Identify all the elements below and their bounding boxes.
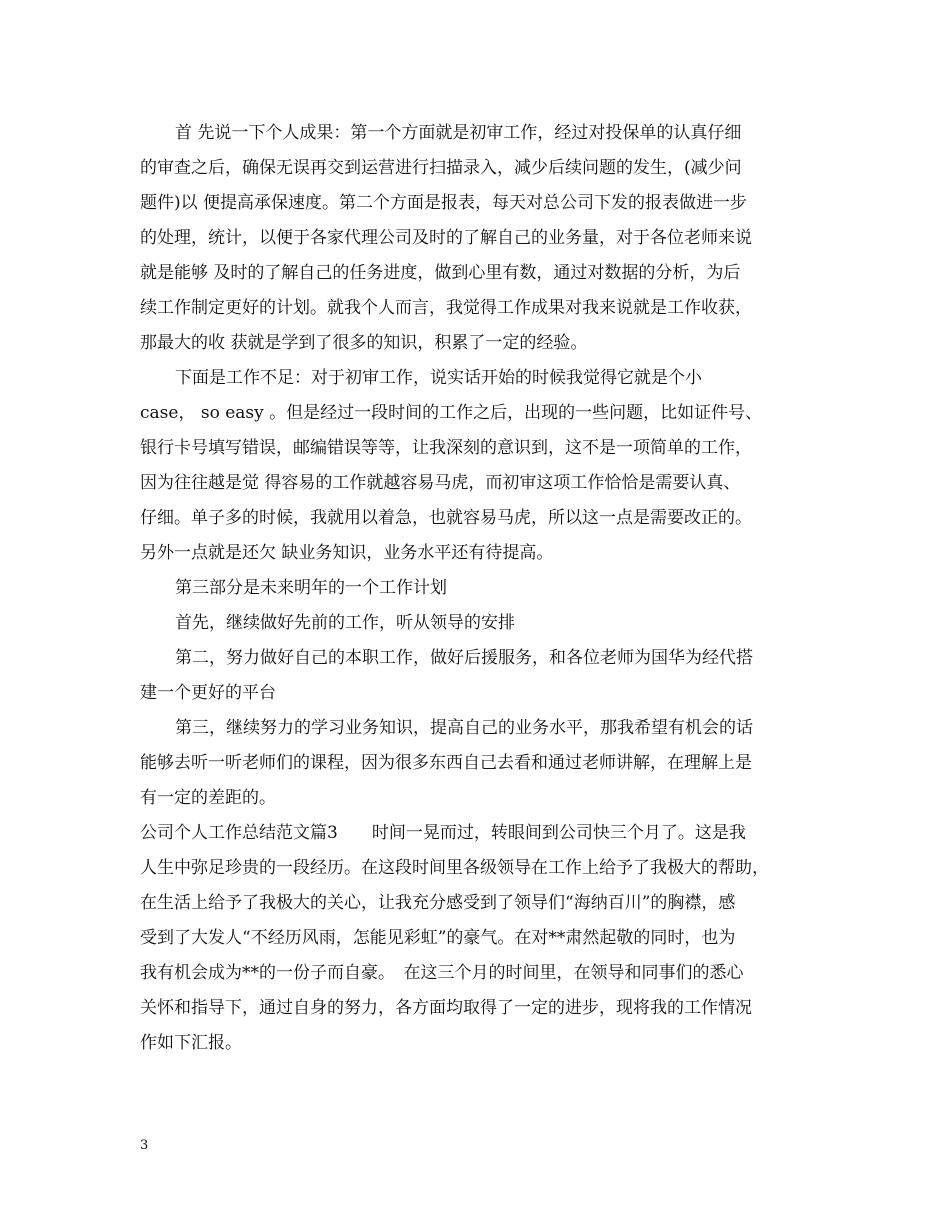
text-line: 的处理，统计，以便于各家代理公司及时的了解自己的业务量，对于各位老师来说 <box>140 228 752 248</box>
text-line: 人生中弥足珍贵的一段经历。在这段时间里各级领导在工作上给予了我极大的帮助， <box>140 858 769 878</box>
text-line: 在生活上给予了我极大的关心，让我充分感受到了领导们“海纳百川”的胸襟，感 <box>140 893 736 913</box>
text-line: 受到了大发人“不经历风雨，怎能见彩虹”的豪气。在对**肃然起敬的同时，也为 <box>140 928 736 948</box>
text-line: 另外一点就是还欠 缺业务知识，业务水平还有待提高。 <box>140 543 554 563</box>
text-line: 那最大的收 获就是学到了很多的知识，积累了一定的经验。 <box>140 333 588 353</box>
text-line: 有一定的差距的。 <box>140 788 276 808</box>
text-line: 首 先说一下个人成果：第一个方面就是初审工作，经过对投保单的认真仔细 <box>175 123 742 143</box>
text-line: 关怀和指导下，通过自身的努力，各方面均取得了一定的进步，现将我的工作情况 <box>140 998 752 1018</box>
document-body <box>140 116 820 1061</box>
text-line: 公司个人工作总结范文篇3 时间一晃而过，转眼间到公司快三个月了。这是我 <box>140 823 746 843</box>
text-line: 首先，继续做好先前的工作，听从领导的安排 <box>175 613 515 633</box>
text-line: 就是能够 及时的了解自己的任务进度，做到心里有数，通过对数据的分析，为后 <box>140 263 741 283</box>
text-line: 能够去听一听老师们的课程，因为很多东西自己去看和通过老师讲解，在理解上是 <box>140 753 752 773</box>
text-line: case， so easy 。但是经过一段时间的工作之后，出现的一些问题，比如证件号、 <box>140 403 763 423</box>
text-line: 第三，继续努力的学习业务知识，提高自己的业务水平，那我希望有机会的话 <box>175 718 753 738</box>
text-line: 作如下汇报。 <box>140 1033 242 1053</box>
text-line: 建一个更好的平台 <box>140 683 276 703</box>
text-line: 因为往往越是觉 得容易的工作就越容易马虎，而初审这项工作恰恰是需要认真、 <box>140 473 741 493</box>
text-line: 下面是工作不足：对于初审工作，说实话开始的时候我觉得它就是个小 <box>175 368 702 388</box>
text-line: 我有机会成为**的一份子而自豪。 在这三个月的时间里，在领导和同事们的悉心 <box>140 963 744 983</box>
text-line: 的审查之后，确保无误再交到运营进行扫描录入，减少后续问题的发生，(减少问 <box>140 158 742 178</box>
text-line: 第二，努力做好自己的本职工作，做好后援服务，和各位老师为国华为经代搭 <box>175 648 753 668</box>
text-line: 续工作制定更好的计划。就我个人而言，我觉得工作成果对我来说就是工作收获， <box>140 298 752 318</box>
page-number: 3 <box>140 1138 149 1153</box>
text-line: 仔细。单子多的时候，我就用以着急，也就容易马虎，所以这一点是需要改正的。 <box>140 508 752 528</box>
text-line: 第三部分是未来明年的一个工作计划 <box>175 578 447 598</box>
text-line: 题件)以 便提高承保速度。第二个方面是报表，每天对总公司下发的报表做进一步 <box>140 193 748 213</box>
text-line: 银行卡号填写错误，邮编错误等等，让我深刻的意识到，这不是一项简单的工作， <box>140 438 752 458</box>
